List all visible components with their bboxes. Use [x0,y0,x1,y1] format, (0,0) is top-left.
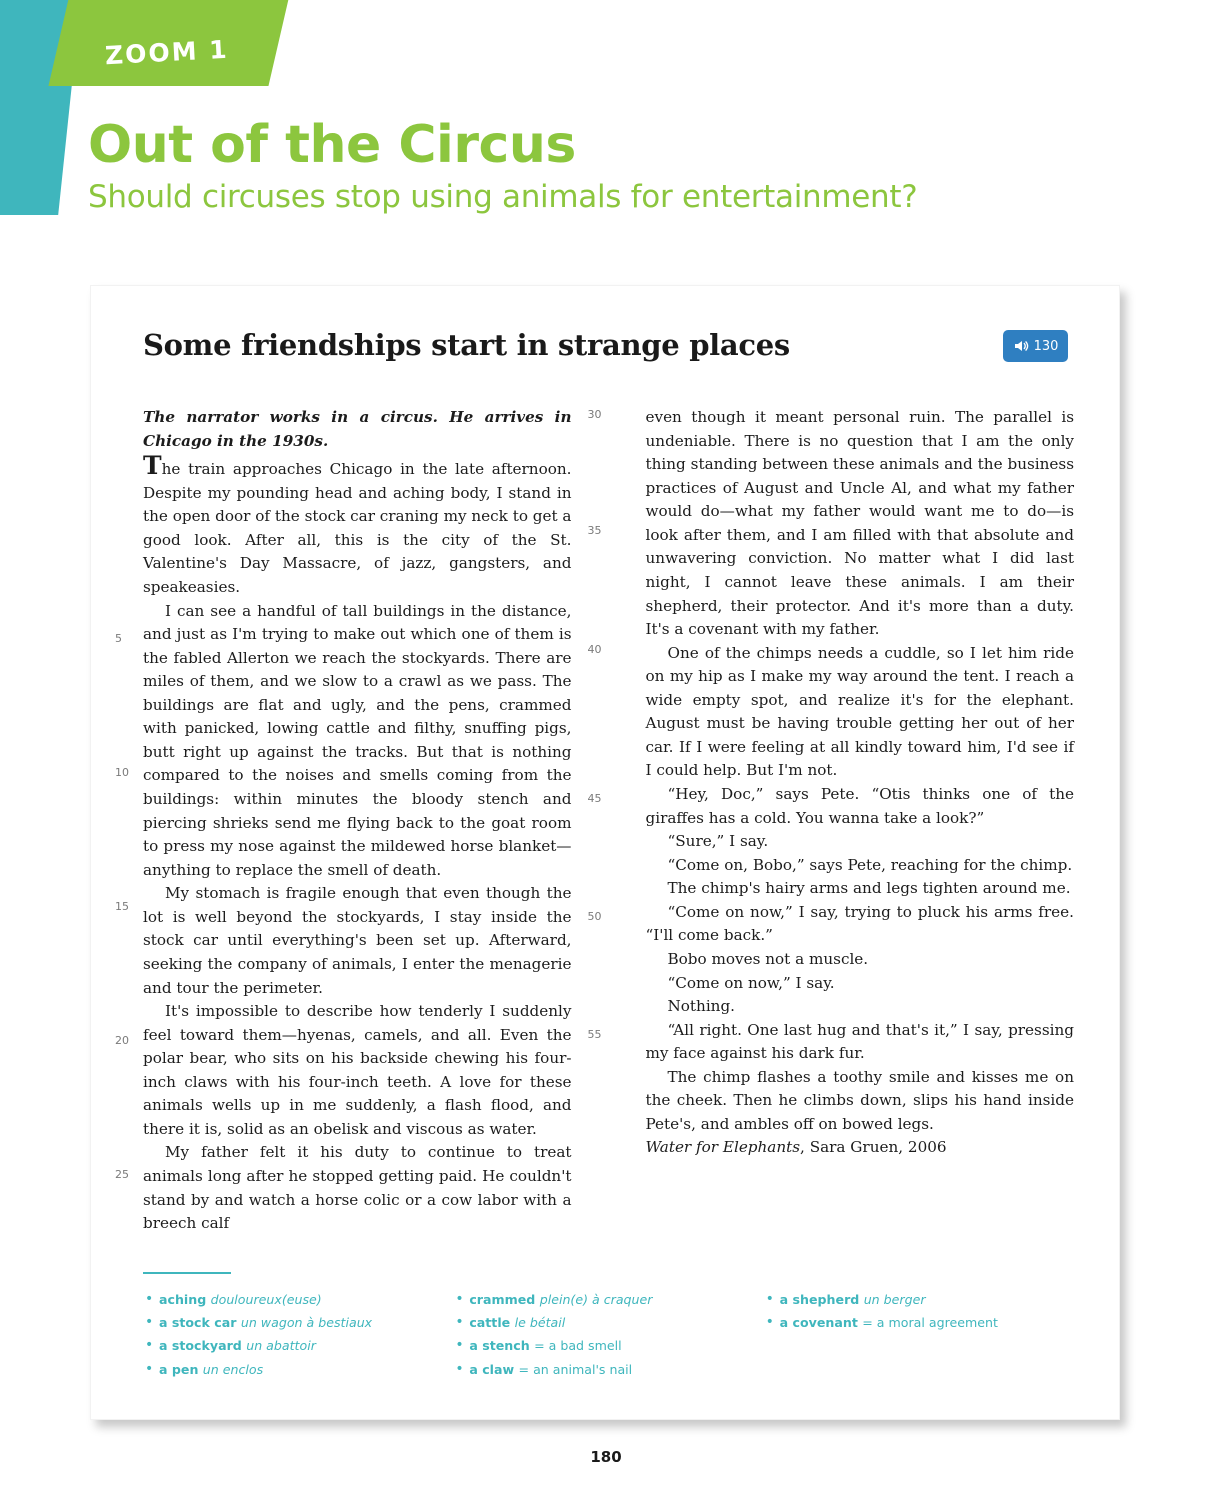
article-columns [115,406,1074,1236]
glossary-column [453,1288,763,1381]
paragraph: The chimp flashes a toothy smile and kisses me on the cheek. Then he climbs down, slips his hand inside Pete's, and ambles off on bowed legs. [645,1067,1074,1133]
line-number: 40 [587,643,602,656]
glossary-definition: un berger [863,1291,926,1307]
paragraph: The chimp's hairy arms and legs tighten around me. [667,879,1071,898]
page-subtitle: Should circuses stop using animals for entertainment? [88,178,918,215]
glossary-column [764,1288,1074,1381]
paragraph: Bobo moves not a muscle. [667,949,869,968]
glossary-definition: plein(e) à craquer [539,1291,653,1307]
glossary-definition: un abattoir [246,1338,316,1354]
glossary-definition: = an animal's nail [518,1361,633,1377]
glossary-definition: un enclos [202,1361,264,1377]
line-number: 5 [115,632,122,645]
source-credit [646,1136,1075,1160]
glossary-item [453,1358,763,1381]
glossary-item [453,1334,763,1357]
paragraph: It's impossible to describe how tenderly I suddenly feel toward them—hyenas, camels, and all. Even the polar bear, who sits on his backside chewing his four-inch claws with his four-inch teeth. A love for these animals wells up in me suddenly, a flash flood, and there it is, solid as an obelisk and viscous as water. [143,1002,572,1138]
glossary-columns [143,1288,1074,1381]
glossary-divider [143,1272,231,1274]
line-number: 55 [587,1028,602,1041]
paragraph: “All right. One last hug and that's it,” I say, pressing my face against his dark fur. [645,1020,1074,1063]
glossary-definition: douloureux(euse) [210,1291,322,1307]
glossary-item [764,1311,1074,1334]
glossary-item [143,1334,453,1357]
right-paragraphs [646,406,1075,1136]
line-number: 45 [587,792,602,805]
page-number: 180 [590,1448,622,1466]
line-number: 15 [115,900,129,913]
glossary-term: a stock car [159,1315,241,1331]
glossary-term: a shepherd [779,1291,864,1307]
paragraph: I can see a handful of tall buildings in the distance, and just as I'm trying to make out which one of them is the fabled Allerton we reach the stockyards. There are miles of them, and we slow to a crawl as we pass. The buildings are flat and ugly, and the pens, crammed with panicked, lowing cattle and filthy, snuffing pigs, butt right up against the tracks. But that is nothing compared to the noises and smells coming from the buildings: within minutes the bloody stench and piercing shrieks send me flying back to the goat room to press my nose against the mildewed horse blanket—anything to replace the smell of death. [143,601,572,879]
glossary-definition: un wagon à bestiaux [240,1315,373,1331]
glossary-item [453,1311,763,1334]
column-left [115,406,572,1236]
glossary-item [143,1288,453,1311]
glossary-item [453,1288,763,1311]
source-title: Water for Elephants [645,1138,801,1157]
glossary-term: crammed [469,1291,540,1307]
paragraph: “Come on, Bobo,” says Pete, reaching for the chimp. [667,855,1073,874]
glossary-column [143,1288,453,1381]
paragraph: My stomach is fragile enough that even though the lot is well beyond the stockyards, I stay inside the stock car until everything's been set up. Afterward, seeking the company of animals, I enter the menagerie and tour the perimeter. [143,884,572,997]
title-area [88,115,1088,215]
audio-track-number: 130 [1033,338,1059,354]
paragraph: “Hey, Doc,” says Pete. “Otis thinks one of the giraffes has a cold. You wanna take a look?” [645,785,1074,827]
zoom-label: ZOOM 1 [104,34,230,71]
paragraph: “Come on now,” I say, trying to pluck his arms free. “I'll come back.” [645,902,1074,945]
glossary-item [764,1288,1074,1311]
glossary [143,1272,1074,1381]
line-number: 50 [587,910,602,923]
line-number: 20 [115,1034,129,1047]
glossary-term: a stench [469,1338,535,1354]
line-number: 30 [587,408,602,421]
glossary-term: a stockyard [159,1338,247,1354]
glossary-term: a covenant [779,1315,863,1331]
paragraph: Nothing. [667,997,736,1016]
left-paragraphs [143,453,572,1236]
column-right [587,406,1075,1236]
glossary-definition: le bétail [514,1315,566,1331]
source-rest: , Sara Gruen, 2006 [800,1138,947,1157]
paragraph: “Come on now,” I say. [667,973,835,992]
paragraph: “Sure,” I say. [667,832,769,851]
line-number: 35 [587,524,602,537]
speaker-icon [1013,338,1029,354]
paragraph: My father felt it his duty to continue to treat animals long after he stopped getting paid. He couldn't stand by and watch a horse colic or a cow labor with a breech calf [143,1143,572,1233]
glossary-definition: = a bad smell [534,1338,622,1354]
line-number: 10 [115,766,129,779]
glossary-definition: = a moral agreement [862,1315,998,1331]
document-heading: Some friendships start in strange places [143,328,790,362]
line-number: 25 [115,1168,129,1181]
paragraph: even though it meant personal ruin. The parallel is undeniable. There is no question that I am the only thing standing between these animals and the business practices of August and Uncle Al, and what my father would do—what my father would want me to do—is look after them, and I am filled with that absolute and unwavering conviction. No matter what I did last night, I cannot leave these animals. I am their shepherd, their protector. And it's more than a duty. It's a covenant with my father. [645,408,1074,639]
glossary-term: cattle [469,1315,515,1331]
paragraph: The train approaches Chicago in the late afternoon. Despite my pounding head and aching body, I stand in the open door of the stock car craning my neck to get a good look. After all, this is the city of the St. Valentine's Day Massacre, of jazz, gangsters, and speakeasies. [143,451,572,596]
glossary-item [143,1311,453,1334]
text-card [90,285,1120,1420]
audio-track-badge[interactable] [1003,330,1068,362]
glossary-term: a pen [159,1361,203,1377]
paragraph: One of the chimps needs a cuddle, so I let him ride on my hip as I make my way around the tent. I reach a wide empty spot, and realize it's for the elephant. August must be having trouble getting her out of her car. If I were feeling at all kindly toward him, I'd see if I could help. But I'm not. [645,643,1074,780]
glossary-item [143,1358,453,1381]
glossary-term: aching [159,1291,211,1307]
glossary-term: a claw [469,1361,519,1377]
card-inner [115,328,1074,1389]
page-title: Out of the Circus [88,115,576,175]
intro-note: The narrator works in a circus. He arrives in Chicago in the 1930s. [143,408,572,450]
